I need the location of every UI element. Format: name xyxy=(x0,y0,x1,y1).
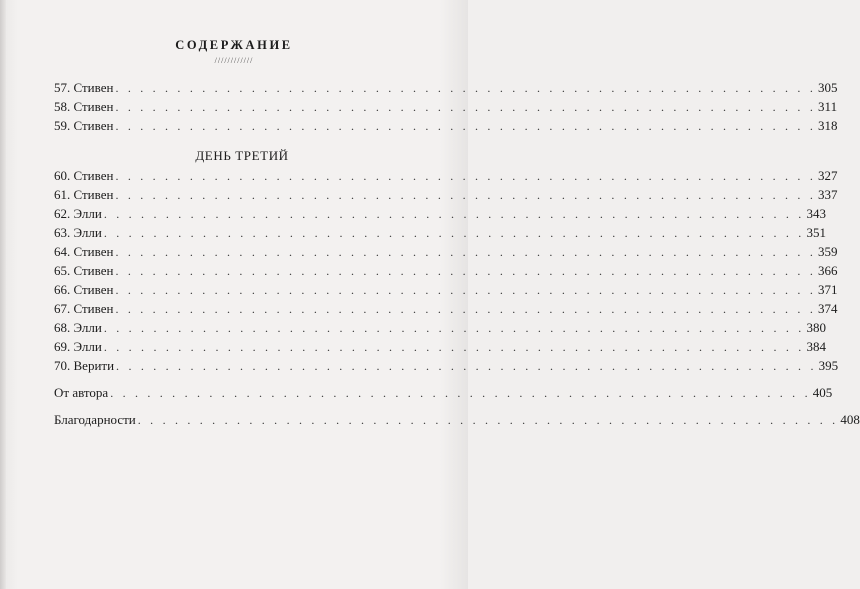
toc-entry-page: 366 xyxy=(818,263,838,278)
toc-entry-page: 384 xyxy=(806,339,826,354)
toc-entry-title: 57. Стивен xyxy=(54,80,114,95)
dot-leader: . . . . . . . . . . . . . . . . . . . . . . . . . . . . . . . . . . . . . . . . . . . . . . . . . . . . . . . . . xyxy=(115,100,817,114)
toc-entry-page: 371 xyxy=(818,282,838,297)
toc-entry xyxy=(54,262,838,280)
toc-entry-title: 59. Стивен xyxy=(54,118,114,133)
toc-entry-title: 58. Стивен xyxy=(54,99,114,114)
toc-entry-page: 311 xyxy=(818,99,838,114)
toc-entry xyxy=(54,186,838,204)
dot-leader: . . . . . . . . . . . . . . . . . . . . . . . . . . . . . . . . . . . . . . . . . . . . . . . . . . . . . . . . . xyxy=(110,386,811,400)
toc-entry-title: 64. Стивен xyxy=(54,244,114,259)
section-heading: ДЕНЬ ТРЕТИЙ xyxy=(195,148,289,163)
toc-entry xyxy=(54,243,838,261)
toc-entry-page: 374 xyxy=(818,301,838,316)
page-edge-shadow xyxy=(0,0,6,589)
dot-leader: . . . . . . . . . . . . . . . . . . . . . . . . . . . . . . . . . . . . . . . . . . . . . . . . . . . . . . . . . xyxy=(115,119,817,133)
toc-entry-title: 66. Стивен xyxy=(54,282,114,297)
toc-entry-page: 318 xyxy=(818,118,838,133)
toc-entry-page: 359 xyxy=(818,244,838,259)
page-title: СОДЕРЖАНИЕ xyxy=(175,38,293,52)
toc-entry xyxy=(54,281,838,299)
title-ornament: //////////// xyxy=(214,56,254,65)
dot-leader: . . . . . . . . . . . . . . . . . . . . . . . . . . . . . . . . . . . . . . . . . . . . . . . . . . . . . . . . . xyxy=(116,359,817,373)
toc-entry-page: 408 xyxy=(840,412,860,427)
toc-entry-page: 405 xyxy=(812,385,833,400)
toc-entry xyxy=(54,167,838,185)
dot-leader: . . . . . . . . . . . . . . . . . . . . . . . . . . . . . . . . . . . . . . . . . . . . . . . . . . . . . . . . . xyxy=(115,81,817,95)
dot-leader: . . . . . . . . . . . . . . . . . . . . . . . . . . . . . . . . . . . . . . . . . . . . . . . . . . . . . . . . . xyxy=(115,169,817,183)
toc-entry xyxy=(54,205,826,223)
toc-entry-title: 69. Элли xyxy=(54,339,102,354)
toc-entry-page: 343 xyxy=(806,206,826,221)
toc-entry xyxy=(54,411,860,429)
toc-entry xyxy=(54,79,838,97)
toc-entry-title: 62. Элли xyxy=(54,206,102,221)
dot-leader: . . . . . . . . . . . . . . . . . . . . . . . . . . . . . . . . . . . . . . . . . . . . . . . . . . . . . . . . . xyxy=(103,340,805,354)
toc-entry-page: 380 xyxy=(806,320,826,335)
dot-leader: . . . . . . . . . . . . . . . . . . . . . . . . . . . . . . . . . . . . . . . . . . . . . . . . . . . . . . . . . xyxy=(137,413,839,427)
toc-entry xyxy=(54,98,838,116)
toc-entry xyxy=(54,117,838,135)
toc-entry-page: 305 xyxy=(818,80,838,95)
dot-leader: . . . . . . . . . . . . . . . . . . . . . . . . . . . . . . . . . . . . . . . . . . . . . . . . . . . . . . . . . xyxy=(115,264,817,278)
toc-entry-title: 61. Стивен xyxy=(54,187,114,202)
toc-entry-title: 63. Элли xyxy=(54,225,102,240)
dot-leader: . . . . . . . . . . . . . . . . . . . . . . . . . . . . . . . . . . . . . . . . . . . . . . . . . . . . . . . . . xyxy=(115,188,817,202)
dot-leader: . . . . . . . . . . . . . . . . . . . . . . . . . . . . . . . . . . . . . . . . . . . . . . . . . . . . . . . . . xyxy=(115,245,817,259)
dot-leader: . . . . . . . . . . . . . . . . . . . . . . . . . . . . . . . . . . . . . . . . . . . . . . . . . . . . . . . . . xyxy=(103,226,805,240)
toc-entry xyxy=(54,319,826,337)
toc-entry xyxy=(54,357,839,375)
toc-entry-page: 337 xyxy=(818,187,838,202)
toc-entry-title: 70. Верити xyxy=(54,358,115,373)
toc-entry xyxy=(54,338,826,356)
toc-entry-page: 327 xyxy=(818,168,838,183)
toc-entry xyxy=(54,224,826,242)
toc-entry xyxy=(54,384,833,402)
toc-entry-title: 68. Элли xyxy=(54,320,102,335)
toc-entry-title: От автора xyxy=(54,385,109,400)
toc-entry-title: 67. Стивен xyxy=(54,301,114,316)
dot-leader: . . . . . . . . . . . . . . . . . . . . . . . . . . . . . . . . . . . . . . . . . . . . . . . . . . . . . . . . . xyxy=(103,321,805,335)
dot-leader: . . . . . . . . . . . . . . . . . . . . . . . . . . . . . . . . . . . . . . . . . . . . . . . . . . . . . . . . . xyxy=(115,283,817,297)
dot-leader: . . . . . . . . . . . . . . . . . . . . . . . . . . . . . . . . . . . . . . . . . . . . . . . . . . . . . . . . . xyxy=(115,302,817,316)
toc-entry xyxy=(54,300,838,318)
dot-leader: . . . . . . . . . . . . . . . . . . . . . . . . . . . . . . . . . . . . . . . . . . . . . . . . . . . . . . . . . xyxy=(103,207,805,221)
toc-entry-page: 351 xyxy=(806,225,826,240)
toc-entry-page: 395 xyxy=(818,358,839,373)
toc-entry-title: 60. Стивен xyxy=(54,168,114,183)
toc-entry-title: 65. Стивен xyxy=(54,263,114,278)
toc-entry-title: Благодарности xyxy=(54,412,136,427)
